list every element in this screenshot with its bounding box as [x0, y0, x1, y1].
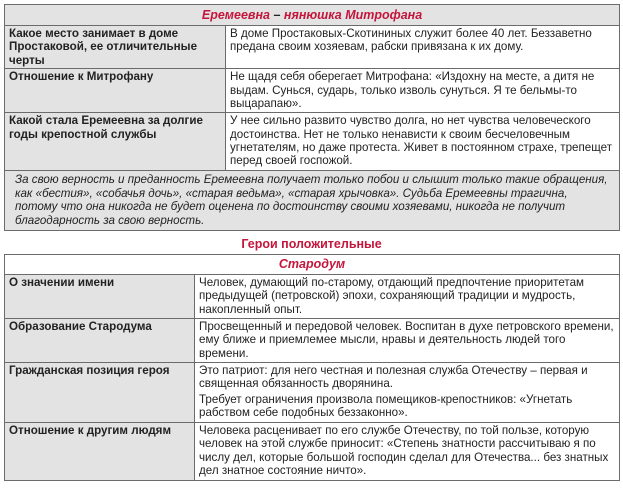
row-value: Просвещенный и передовой человек. Воспитан в духе петровского времени, ему ближе и приемлемее мысли, нравы и деятельность людей того времени.: [195, 319, 620, 363]
table-row: [5, 423, 620, 481]
row-label: Образование Стародума: [5, 319, 195, 363]
starodum-table: [4, 254, 620, 481]
table-row: [5, 69, 620, 113]
row-label: Гражданская позиция героя: [5, 363, 195, 423]
yeremeevna-table: [4, 4, 620, 231]
row-value: [195, 363, 620, 423]
table-row: [5, 26, 620, 69]
row-label: О значении имени: [5, 275, 195, 319]
table-row: [5, 319, 620, 363]
table-row: [5, 275, 620, 319]
title-dash: –: [270, 8, 284, 22]
row-label: Отношение к другим людям: [5, 423, 195, 481]
section-heading: Герои положительные: [241, 237, 382, 251]
row-value: Человек, думающий по-старому, отдающий предпочтение приоритетам предыдущей (петровской) эпохи, сохраняющий традиции и мудрость, накопленный опыт.: [195, 275, 620, 319]
table-row: [5, 113, 620, 171]
table-row: [5, 363, 620, 423]
row-value: У нее сильно развито чувство долга, но нет чувства человеческого достоинства. Нет не только ненависти к своим бесчеловечным угнетателям, но даже протеста. Живет в постоянном страхе, трепещет перед своей госпожой.: [226, 113, 620, 171]
row-value-part: Требует ограничения произвола помещиков-крепостников: «Угнетать рабством себе подобных беззаконно».: [199, 392, 573, 420]
yeremeevna-title: [5, 5, 620, 26]
row-label: Отношение к Митрофану: [5, 69, 226, 113]
row-label: Какой стала Еремеевна за долгие годы крепостной службы: [5, 113, 226, 171]
starodum-title: Стародум: [5, 255, 620, 275]
title-rest: нянюшка Митрофана: [283, 8, 423, 22]
row-label: Какое место занимает в доме Простаковой, ее отличительные черты: [5, 26, 226, 69]
row-value: В доме Простаковых-Скотининых служит более 40 лет. Беззаветно предана своим хозяевам, рабски привязана к их дому.: [226, 26, 620, 69]
yeremeevna-summary: За свою верность и преданность Еремеевна получает только побои и слышит только такие обращения, как «бестия», «собачья дочь», «старая ведьма», «старая хрычовка». Судьба Еремеевны трагична, потому что она никогда не будет оценена по достоинству своими хозяевами, никогда не получит благодарность за свою верность.: [5, 171, 620, 230]
row-value-part: Это патриот: для него честная и полезная служба Отечеству – первая и священная обязанность дворянина.: [199, 364, 588, 391]
row-value: Человека расценивает по его службе Отечеству, по той пользе, которую человек на этой службе приносит: «Степень знатности рассчитываю я по числу дел, которые большой господин сделал для Отечества... без знатных дел знатное состояние ничто».: [195, 423, 620, 481]
title-name: Еремеевна: [201, 8, 270, 22]
row-value: Не щадя себя оберегает Митрофана: «Издохну на месте, а дитя не выдам. Сунься, сударь, только изволь сунуться. Я те бельмы-то выцарапаю».: [226, 69, 620, 113]
